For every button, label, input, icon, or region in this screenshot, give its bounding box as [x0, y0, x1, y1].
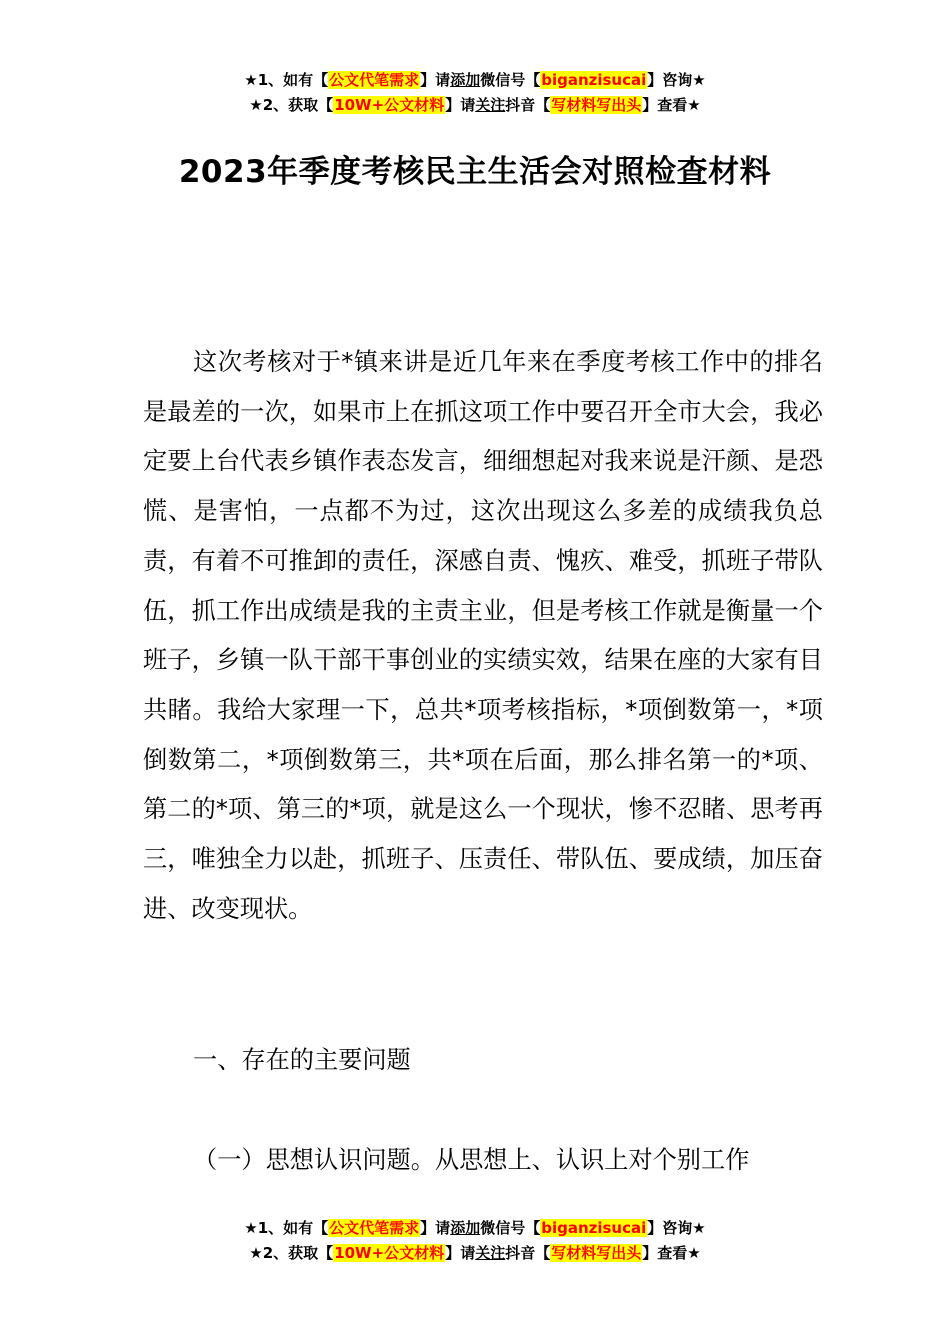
banner-highlight: biganzisucai [541, 71, 647, 89]
banner-highlight: 10W+公文材料 [334, 1244, 445, 1262]
banner-text: 抖音【 [505, 1244, 551, 1262]
banner-text: 】查看★ [642, 1244, 701, 1262]
banner-text: 】咨询★ [647, 71, 706, 89]
banner-underlined-text: 添加 [450, 1219, 481, 1237]
banner-highlight: 公文代笔需求 [329, 1219, 420, 1237]
banner-text: ★1、如有【 [244, 71, 329, 89]
bottom-banner [0, 1216, 950, 1266]
banner-line-2 [0, 93, 950, 118]
subsection-paragraph: （一）思想认识问题。从思想上、认识上对个别工作 [193, 1146, 750, 1174]
banner-text: 】咨询★ [647, 1219, 706, 1237]
banner-underlined-text: 添加 [450, 71, 481, 89]
section-heading: 一、存在的主要问题 [193, 1046, 411, 1074]
banner-text: 抖音【 [505, 96, 551, 114]
banner-text: 微信号【 [480, 71, 541, 89]
banner-text: 】请 [445, 96, 476, 114]
banner-text: 】请 [445, 1244, 476, 1262]
banner-highlight: 10W+公文材料 [334, 96, 445, 114]
banner-highlight: 写材料写出头 [551, 96, 642, 114]
banner-text: 】查看★ [642, 96, 701, 114]
banner-line-1 [0, 68, 950, 93]
banner-text: ★2、获取【 [249, 96, 334, 114]
banner-underlined-text: 关注 [475, 1244, 506, 1262]
banner-highlight: 公文代笔需求 [329, 71, 420, 89]
document-title: 2023年季度考核民主生活会对照检查材料 [178, 154, 772, 190]
banner-underlined-text: 关注 [475, 96, 506, 114]
banner-text: ★1、如有【 [244, 1219, 329, 1237]
banner-line-2 [0, 1241, 950, 1266]
banner-line-1 [0, 1216, 950, 1241]
intro-paragraph: 这次考核对于*镇来讲是近几年来在季度考核工作中的排名是最差的一次，如果市上在抓这项工作中要召开全市大会，我必定要上台代表乡镇作表态发言，细细想起对我来说是汗颜、是恐慌、是害怕，一点都不为过，这次出现这么多差的成绩我负总责，有着不可推卸的责任，深感自责、愧疚、难受，抓班子带队伍，抓工作出成绩是我的主责主业，但是考核工作就是衡量一个班子，乡镇一队干部干事创业的实绩实效，结果在座的大家有目共睹。我给大家理一下，总共*项考核指标，*项倒数第一，*项倒数第二，*项倒数第三，共*项在后面，那么排名第一的*项、第二的*项、第三的*项，就是这么一个现状，惨不忍睹、思考再三，唯独全力以赴，抓班子、压责任、带队伍、要成绩，加压奋进、改变现状。 [143, 348, 823, 923]
top-banner [0, 68, 950, 118]
banner-highlight: 写材料写出头 [551, 1244, 642, 1262]
banner-highlight: biganzisucai [541, 1219, 647, 1237]
banner-text: 】请 [420, 71, 451, 89]
banner-text: 微信号【 [480, 1219, 541, 1237]
banner-text: 】请 [420, 1219, 451, 1237]
banner-text: ★2、获取【 [249, 1244, 334, 1262]
